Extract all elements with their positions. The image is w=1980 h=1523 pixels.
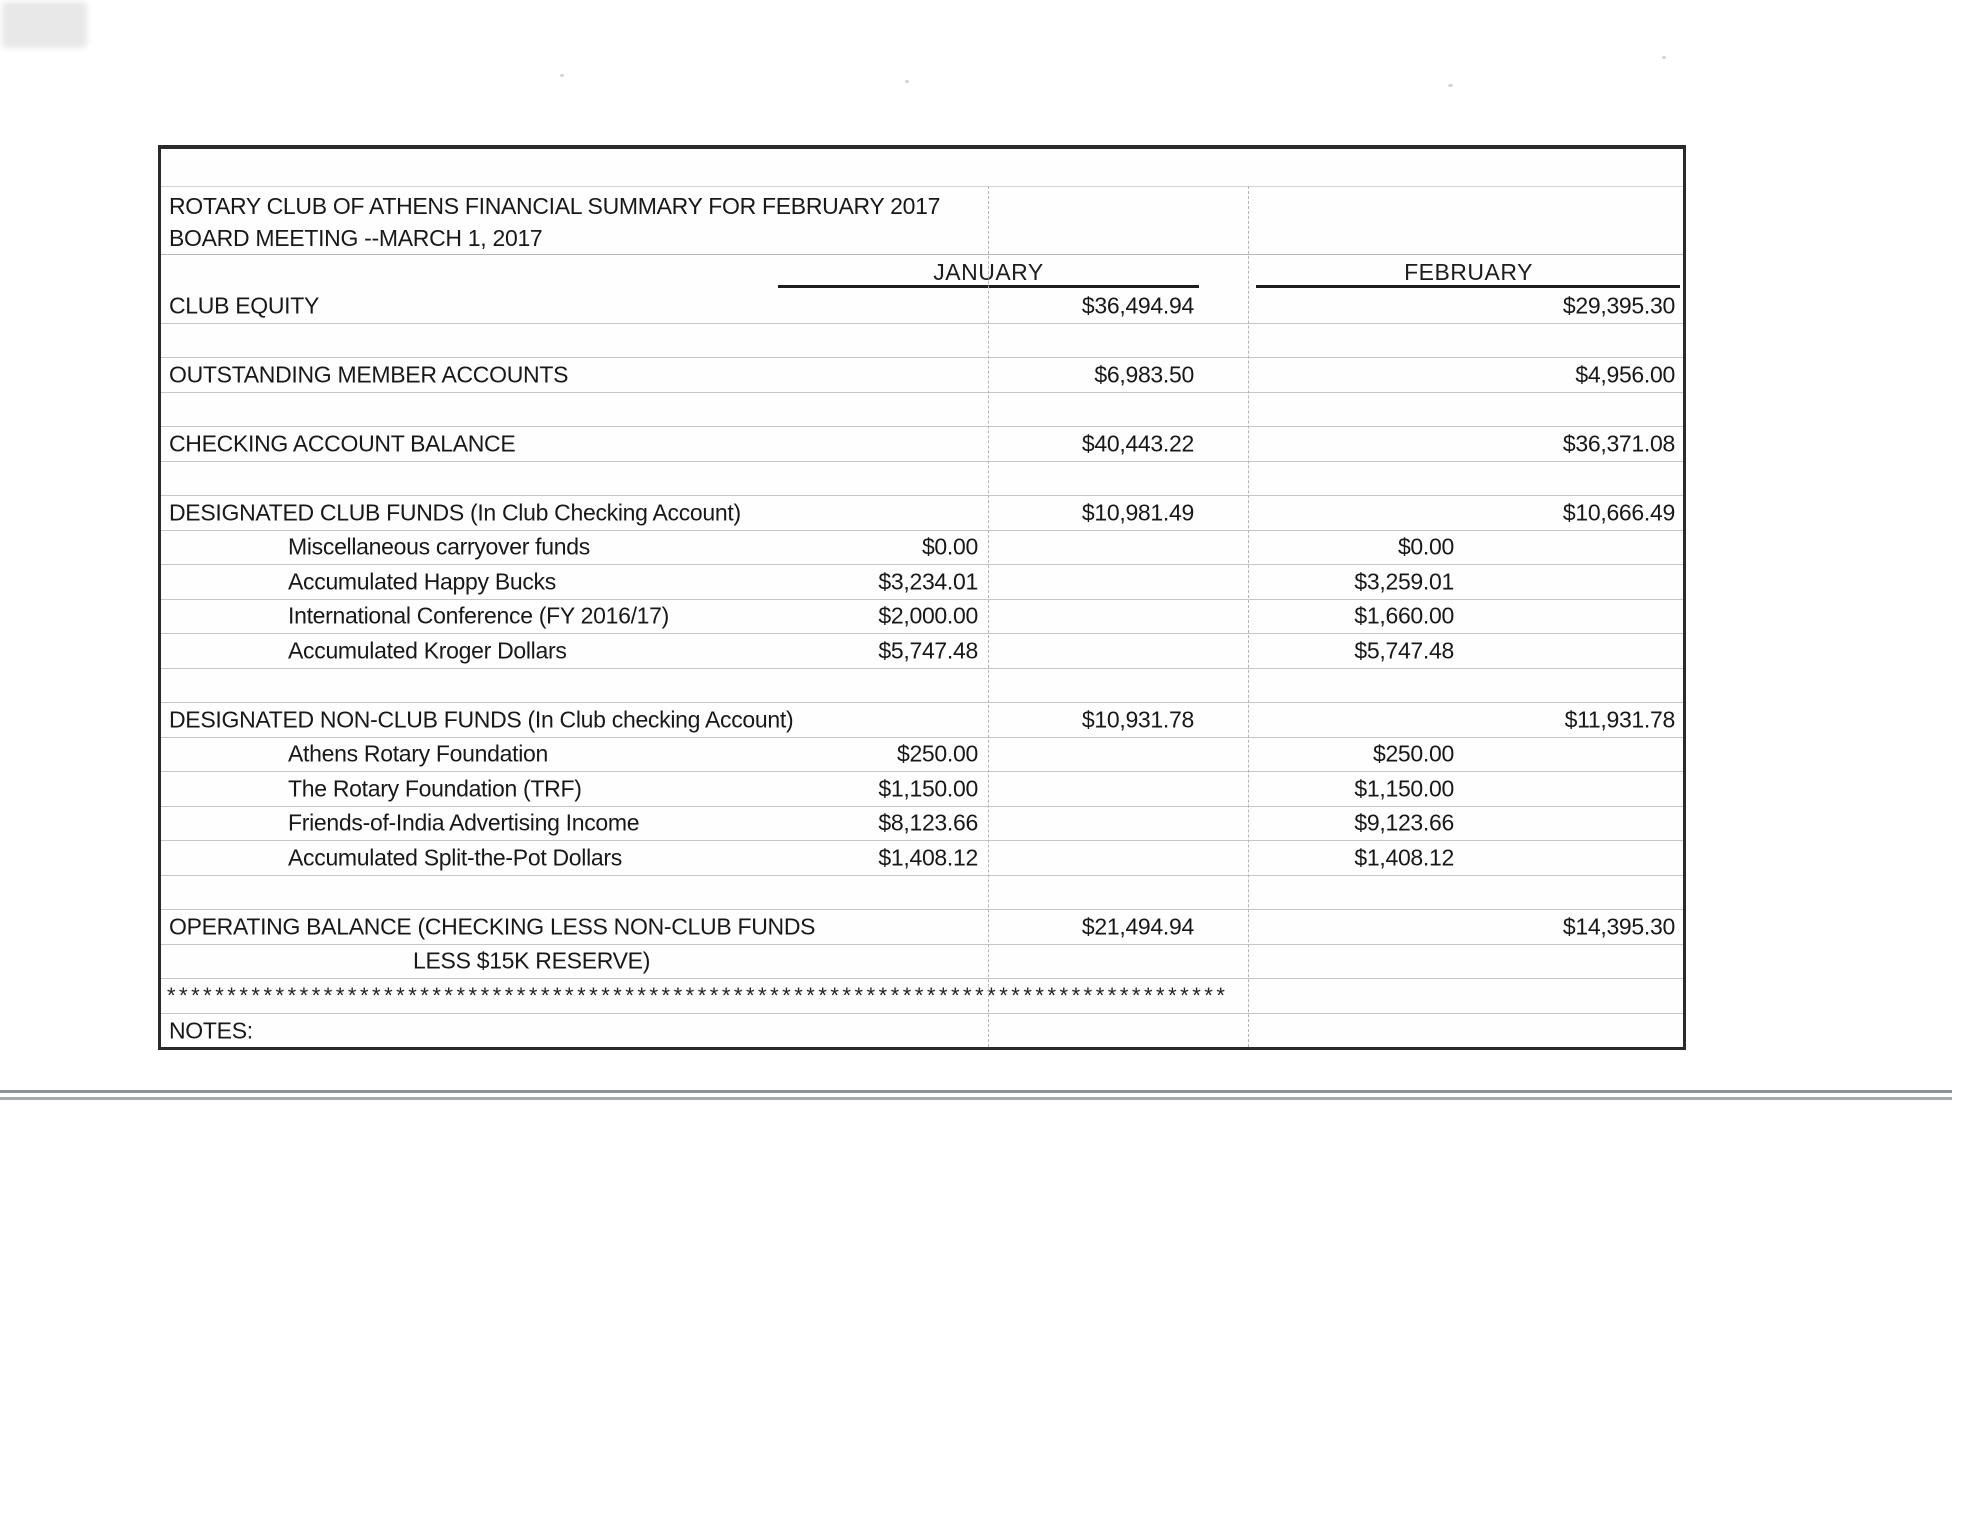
row-label: International Conference (FY 2016/17) [288,602,670,629]
row-label: DESIGNATED CLUB FUNDS (In Club Checking Account) [169,499,741,526]
scan-noise-smudge [2,2,87,48]
february-header-underline [1256,285,1680,288]
page-subtitle: BOARD MEETING --MARCH 1, 2017 [169,225,543,251]
scan-speck [905,80,909,83]
february-value: $29,395.30 [1562,292,1675,319]
page-divider-line [0,1090,1952,1093]
table-row-blank [161,462,1683,497]
table-row-sub [161,841,1683,876]
row-label: OUTSTANDING MEMBER ACCOUNTS [169,361,569,388]
january-subvalue: $3,234.01 [878,568,978,595]
notes-label: NOTES: [169,1017,253,1044]
february-value: $14,395.30 [1562,913,1675,940]
table-row [161,427,1683,462]
row-label: CLUB EQUITY [169,292,320,319]
table-row-blank [161,324,1683,359]
january-value: $21,494.94 [1081,913,1194,940]
financial-summary-table [158,145,1686,1050]
table-row-sub [161,738,1683,773]
january-value: $36,494.94 [1081,292,1194,319]
february-subvalue: $250.00 [1372,740,1454,767]
column-header-february: FEBRUARY [1404,259,1533,285]
february-subvalue: $3,259.01 [1354,568,1454,595]
table-row-blank [161,669,1683,704]
row-label: DESIGNATED NON-CLUB FUNDS (In Club checking Account) [169,706,794,733]
january-value: $10,931.78 [1081,706,1194,733]
table-empty-top-row [161,149,1683,187]
column-header-row [161,255,1683,289]
january-subvalue: $5,747.48 [878,637,978,664]
page-divider-line [0,1097,1952,1100]
column-header-january: JANUARY [933,259,1044,285]
column-gridline [1248,186,1249,1047]
february-subvalue: $0.00 [1397,533,1454,560]
row-label: Friends-of-India Advertising Income [288,809,640,836]
row-label: OPERATING BALANCE (CHECKING LESS NON-CLUB FUNDS [169,913,816,940]
february-subvalue: $1,408.12 [1354,844,1454,871]
scan-speck [560,74,564,77]
table-row-sub [161,807,1683,842]
february-value: $11,931.78 [1564,706,1675,733]
february-value: $4,956.00 [1575,361,1675,388]
table-row-blank [161,876,1683,911]
page-title: ROTARY CLUB OF ATHENS FINANCIAL SUMMARY FOR FEBRUARY 2017 [169,193,941,219]
january-subvalue: $250.00 [896,740,978,767]
table-row-sub [161,600,1683,635]
table-row-sub [161,531,1683,566]
scan-speck [1448,84,1453,87]
february-subvalue: $5,747.48 [1354,637,1454,664]
table-row-blank [161,393,1683,428]
row-label: Athens Rotary Foundation [288,740,549,767]
table-row-section [161,910,1683,945]
table-row-sub [161,565,1683,600]
table-row-sub [161,634,1683,669]
row-label: Accumulated Split-the-Pot Dollars [288,844,622,871]
february-subvalue: $1,150.00 [1354,775,1454,802]
january-subvalue: $1,408.12 [878,844,978,871]
row-label: Accumulated Happy Bucks [288,568,556,595]
january-value: $10,981.49 [1081,499,1194,526]
january-value: $40,443.22 [1081,430,1194,457]
february-value: $36,371.08 [1562,430,1675,457]
scan-speck [1662,56,1666,59]
january-value: $6,983.50 [1094,361,1194,388]
table-row [161,358,1683,393]
table-row-section [161,703,1683,738]
table-row [161,289,1683,324]
january-subvalue: $0.00 [921,533,978,560]
january-subvalue: $2,000.00 [878,602,978,629]
table-row-label-continuation [161,945,1683,980]
table-title-block [161,187,1683,255]
table-row-sub [161,772,1683,807]
column-gridline [988,186,989,1047]
row-label-continuation: LESS $15K RESERVE) [413,947,651,974]
table-row-section [161,496,1683,531]
row-label: CHECKING ACCOUNT BALANCE [169,430,516,457]
asterisk-separator-row [161,979,1683,1014]
asterisk-separator: **************************************************************************************** [167,982,1229,1008]
january-subvalue: $1,150.00 [878,775,978,802]
row-label: Miscellaneous carryover funds [288,533,590,560]
february-value: $10,666.49 [1562,499,1675,526]
row-label: The Rotary Foundation (TRF) [288,775,582,802]
january-subvalue: $8,123.66 [878,809,978,836]
notes-row [161,1014,1683,1049]
row-label: Accumulated Kroger Dollars [288,637,567,664]
february-subvalue: $9,123.66 [1354,809,1454,836]
february-subvalue: $1,660.00 [1354,602,1454,629]
